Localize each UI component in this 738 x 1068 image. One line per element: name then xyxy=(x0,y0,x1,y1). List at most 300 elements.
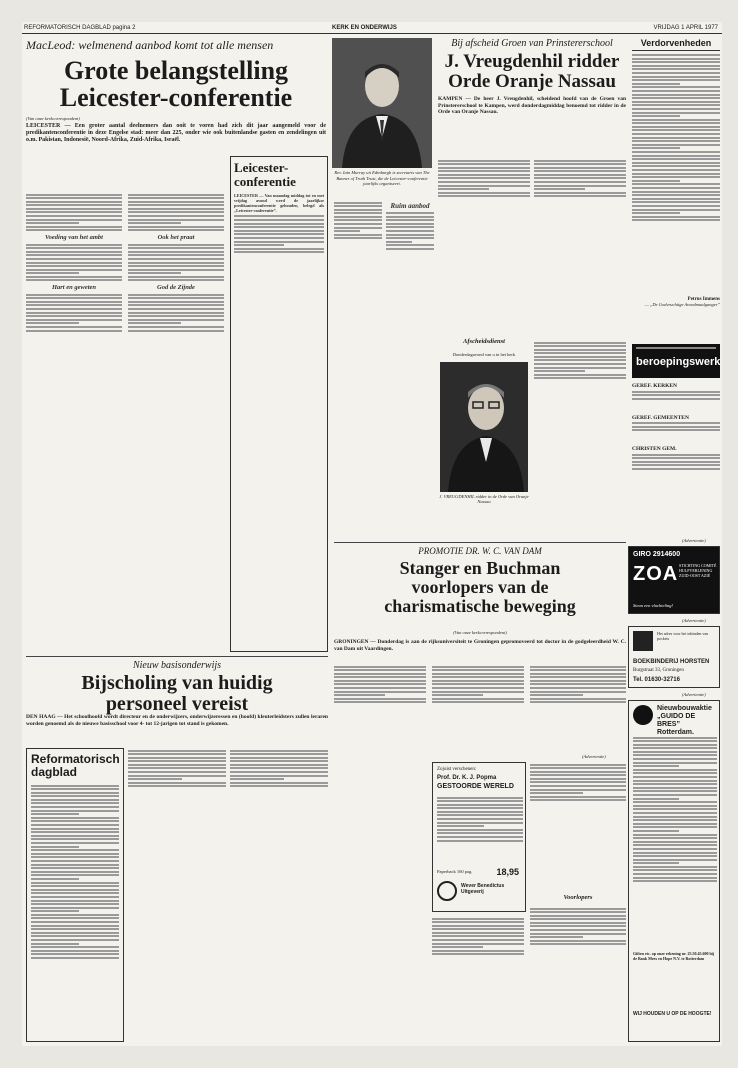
article3-lead: GRONINGEN — Donderdag is aan de rijksuniversiteit te Groningen gepromoveerd tot doctor in de godgeleerdheid W. C. van Dam uit Vaardingen. xyxy=(334,639,626,652)
body-text-lines xyxy=(26,294,122,332)
text-line xyxy=(334,669,426,671)
text-line xyxy=(234,248,324,250)
adtag-zoa: (Advertentie) xyxy=(682,538,706,543)
text-line xyxy=(334,694,385,696)
text-line xyxy=(128,785,226,787)
text-line xyxy=(31,792,119,794)
text-line xyxy=(633,747,717,749)
text-line xyxy=(230,767,328,769)
ad-gestoorde-wereld[interactable] xyxy=(432,762,526,912)
text-line xyxy=(432,694,483,696)
text-line xyxy=(386,223,434,225)
text-line xyxy=(128,229,224,231)
article-body-col4 xyxy=(386,200,434,538)
text-line xyxy=(633,758,717,760)
text-line xyxy=(234,244,284,246)
text-line xyxy=(632,165,720,167)
text-line xyxy=(632,398,720,400)
text-line xyxy=(334,683,426,685)
ad-guido-de-bres[interactable] xyxy=(628,700,720,1042)
boxed-article xyxy=(230,156,328,652)
text-line xyxy=(31,838,119,840)
text-line xyxy=(26,330,122,332)
text-line xyxy=(31,849,119,851)
text-line xyxy=(632,133,720,135)
body-text-lines xyxy=(128,194,224,232)
text-line xyxy=(234,241,324,243)
text-line xyxy=(31,864,119,866)
text-line xyxy=(26,201,122,203)
text-line xyxy=(386,244,434,246)
horsten-address: Burgstraat 33, Groningen xyxy=(633,668,684,673)
text-line xyxy=(438,160,530,162)
text-line xyxy=(386,226,434,228)
text-line xyxy=(31,925,119,927)
text-line xyxy=(31,817,119,819)
text-line xyxy=(632,112,720,114)
text-line xyxy=(632,169,720,171)
text-line xyxy=(632,176,720,178)
body-text-lines xyxy=(632,391,720,411)
text-line xyxy=(530,778,626,780)
text-line xyxy=(230,760,328,762)
text-line xyxy=(632,464,720,466)
text-line xyxy=(632,86,720,88)
text-line xyxy=(438,167,530,169)
text-line xyxy=(633,866,717,868)
zoa-giro: GIRO 2914600 xyxy=(633,551,681,558)
text-line xyxy=(632,58,720,60)
text-line xyxy=(432,691,524,693)
text-line xyxy=(632,205,720,207)
text-line xyxy=(633,837,717,839)
article-body-col2 xyxy=(128,192,224,652)
book-author: Prof. Dr. K. J. Popma xyxy=(437,775,497,781)
text-line xyxy=(530,774,626,776)
body-text-lines xyxy=(128,750,226,788)
text-line xyxy=(432,925,524,927)
text-line xyxy=(26,265,122,267)
body-text-lines xyxy=(432,918,524,956)
text-line xyxy=(334,234,382,236)
text-line xyxy=(632,144,720,146)
text-line xyxy=(234,251,324,253)
text-line xyxy=(632,173,720,175)
subhead-voeding: Voeding van het ambt xyxy=(45,234,103,242)
text-line xyxy=(128,760,226,762)
text-line xyxy=(128,279,224,281)
text-line xyxy=(334,227,382,229)
text-line xyxy=(632,198,720,200)
article2-col2 xyxy=(534,158,626,336)
text-line xyxy=(31,853,119,855)
text-line xyxy=(26,308,122,310)
text-line xyxy=(632,183,720,185)
text-line xyxy=(128,297,224,299)
text-line xyxy=(438,163,530,165)
text-line xyxy=(530,908,626,910)
text-line xyxy=(26,226,122,228)
text-line xyxy=(31,950,119,952)
bres-footer: WIJ HOUDEN U OP DE HOOGTE! xyxy=(633,1011,712,1017)
text-line xyxy=(31,831,119,833)
horsten-phone: Tel. 01630-32716 xyxy=(633,677,680,683)
text-line xyxy=(334,230,360,232)
text-line xyxy=(530,792,583,794)
text-line xyxy=(128,767,226,769)
text-line xyxy=(128,771,226,773)
article-byline: (Van onze kerkcorrespondent) xyxy=(26,116,80,121)
text-line xyxy=(633,744,717,746)
text-line xyxy=(432,698,524,700)
text-line xyxy=(128,782,226,784)
text-line xyxy=(534,370,585,372)
sidebar-source: — „De Godvruchtige Avondmaalganger” xyxy=(644,302,720,307)
text-line xyxy=(128,215,224,217)
text-line xyxy=(386,212,434,214)
article-headline: Grote belangstelling Leicester-conferentie xyxy=(59,56,293,112)
text-line xyxy=(230,782,328,784)
article3-byline: (Van onze kerkcorrespondent) xyxy=(453,630,507,635)
text-line xyxy=(26,326,122,328)
text-line xyxy=(438,174,530,176)
text-line xyxy=(31,889,119,891)
text-line xyxy=(534,342,626,344)
photo2-caption-top: Donderdagavond van u in het kerk xyxy=(452,352,516,357)
text-line xyxy=(437,836,523,838)
text-line xyxy=(633,798,679,800)
beroeps-cg: CHRISTEN GEM. xyxy=(632,446,677,452)
text-line xyxy=(632,219,720,221)
text-line xyxy=(438,181,530,183)
zoa-bottom: Steun een vluchteling! xyxy=(633,603,673,608)
text-line xyxy=(31,957,119,959)
text-line xyxy=(334,676,426,678)
text-line xyxy=(632,129,720,131)
text-line xyxy=(432,680,524,682)
text-line xyxy=(334,666,426,668)
text-line xyxy=(530,764,626,766)
text-line xyxy=(632,429,720,431)
text-line xyxy=(31,892,119,894)
text-line xyxy=(632,126,720,128)
text-line xyxy=(128,322,181,324)
article3-col3c xyxy=(530,906,626,1042)
text-line xyxy=(31,802,119,804)
text-line xyxy=(534,188,585,190)
text-line xyxy=(633,783,717,785)
text-line xyxy=(633,754,717,756)
text-line xyxy=(128,194,224,196)
text-line xyxy=(31,935,119,937)
text-line xyxy=(530,767,626,769)
text-line xyxy=(128,315,224,317)
text-line xyxy=(26,244,122,246)
text-line xyxy=(31,824,119,826)
text-line xyxy=(432,666,524,668)
text-line xyxy=(432,950,524,952)
text-line xyxy=(534,374,626,376)
sidebar-author: Petrus Immens xyxy=(687,297,720,302)
text-line xyxy=(128,211,224,213)
text-line xyxy=(334,219,382,221)
text-line xyxy=(386,237,434,239)
text-line xyxy=(128,258,224,260)
colophon xyxy=(26,748,124,1042)
beroepingswerk-header xyxy=(632,344,720,378)
photo2-caption: J. VREUGDENHIL ridder in de Orde van Oranje Nassau xyxy=(439,494,529,504)
masthead xyxy=(22,22,722,34)
zoa-stichting: STICHTING COMITÉ HULPVERLENING ZUID-OOST AZIË xyxy=(679,563,717,578)
text-line xyxy=(234,237,324,239)
text-line xyxy=(530,771,626,773)
text-line xyxy=(633,816,717,818)
body-text-lines xyxy=(633,735,717,945)
text-line xyxy=(334,209,382,211)
text-line xyxy=(530,933,626,935)
text-line xyxy=(128,308,224,310)
text-line xyxy=(633,859,717,861)
text-line xyxy=(530,929,626,931)
text-line xyxy=(633,772,717,774)
text-line xyxy=(234,219,324,221)
text-line xyxy=(234,230,324,232)
text-line xyxy=(386,230,434,232)
text-line xyxy=(334,687,426,689)
text-line xyxy=(530,925,626,927)
text-line xyxy=(633,737,717,739)
text-line xyxy=(234,223,324,225)
text-line xyxy=(31,867,119,869)
adtag-horsten: (Advertentie) xyxy=(682,618,706,623)
body-text-lines xyxy=(632,54,720,294)
text-line xyxy=(26,304,122,306)
article3-headline: Stanger en Buchman voorlopers van de charismatische beweging xyxy=(384,558,576,616)
article-body-col1 xyxy=(26,192,122,652)
text-line xyxy=(26,194,122,196)
text-line xyxy=(633,880,717,882)
text-line xyxy=(437,814,523,816)
text-line xyxy=(534,192,626,194)
horsten-text: Het adres voor het inbinden van pockets xyxy=(657,631,709,641)
text-line xyxy=(31,846,79,848)
body-text-lines xyxy=(386,212,434,250)
text-line xyxy=(128,226,224,228)
text-line xyxy=(632,94,720,96)
text-line xyxy=(31,788,119,790)
newspaper-page xyxy=(22,22,722,1046)
boxed-title: Leicester- conferentie xyxy=(234,161,296,189)
text-line xyxy=(632,155,720,157)
text-line xyxy=(437,829,523,831)
text-line xyxy=(31,871,119,873)
text-line xyxy=(128,764,226,766)
text-line xyxy=(31,907,119,909)
text-line xyxy=(632,422,720,424)
text-line xyxy=(230,775,328,777)
text-line xyxy=(128,778,182,780)
article-leicester-header xyxy=(26,38,326,158)
adtag-book: (Advertentie) xyxy=(582,754,606,759)
text-line xyxy=(26,208,122,210)
text-line xyxy=(530,669,626,671)
colophon-title: Reformatorisch dagblad xyxy=(31,752,120,779)
text-line xyxy=(633,790,717,792)
text-line xyxy=(31,921,119,923)
text-line xyxy=(26,204,122,206)
text-line xyxy=(234,226,324,228)
text-line xyxy=(26,294,122,296)
text-line xyxy=(26,319,122,321)
text-line xyxy=(633,841,717,843)
text-line xyxy=(632,162,720,164)
portrait-image xyxy=(332,38,432,168)
text-line xyxy=(31,903,119,905)
text-line xyxy=(26,269,122,271)
text-line xyxy=(632,147,680,149)
text-line xyxy=(534,185,626,187)
text-line xyxy=(128,247,224,249)
text-line xyxy=(128,204,224,206)
text-line xyxy=(386,234,434,236)
text-line xyxy=(31,856,119,858)
text-line xyxy=(632,194,720,196)
text-line xyxy=(437,797,523,799)
text-line xyxy=(128,304,224,306)
text-line xyxy=(633,826,717,828)
text-line xyxy=(31,799,119,801)
text-line xyxy=(26,247,122,249)
text-line xyxy=(438,177,530,179)
text-line xyxy=(633,834,717,836)
text-line xyxy=(31,878,79,880)
ad-zoa[interactable] xyxy=(628,546,720,614)
text-line xyxy=(530,911,626,913)
article2-col1 xyxy=(438,158,530,336)
text-line xyxy=(432,918,524,920)
text-line xyxy=(432,673,524,675)
text-line xyxy=(31,874,119,876)
text-line xyxy=(334,216,382,218)
text-line xyxy=(632,457,720,459)
text-line xyxy=(530,694,583,696)
text-line xyxy=(530,781,626,783)
text-line xyxy=(530,789,626,791)
beroepingswerk-title: beroepingswerk xyxy=(636,356,720,368)
text-line xyxy=(633,751,717,753)
body-text-lines xyxy=(230,750,328,788)
text-line xyxy=(633,819,717,821)
text-line xyxy=(26,219,122,221)
text-line xyxy=(437,804,523,806)
text-line xyxy=(128,294,224,296)
subhead-hart: Hart en geweten xyxy=(51,284,97,292)
text-line xyxy=(534,195,626,197)
boxed-lead: LEICESTER — Van maandag middag tot en met vrijdag avond werd de jaarlijkse predikantenconferentie gehouden, belegd als „Leicester-conferentie”. xyxy=(234,193,324,214)
text-line xyxy=(632,216,720,218)
text-line xyxy=(437,807,523,809)
text-line xyxy=(128,757,226,759)
subhead-voorlopers: Voorlopers xyxy=(563,894,593,901)
text-line xyxy=(632,61,720,63)
text-line xyxy=(632,83,680,85)
text-line xyxy=(26,322,79,324)
article4-lead: DEN HAAG — Het schoolhoofd wordt directeur en de onderwijzers, onderwijzeressen en (hoofd) kleuterleidsters zullen leraren worden genoemd als de nieuwe basisschool voor 4- tot 12-jarigen tot stand is gekomen. xyxy=(26,714,328,727)
text-line xyxy=(633,873,717,875)
text-line xyxy=(26,197,122,199)
body-text-lines xyxy=(31,783,119,1037)
text-line xyxy=(633,848,717,850)
photo-caption-murray: Rev. Iain Murray uit Edinburgh is secretaris van The Banner of Truth Trust, die de Leicester-conferentie jaarlijks organiseert. xyxy=(334,170,430,186)
text-line xyxy=(128,244,224,246)
article3-col3b xyxy=(530,762,626,892)
text-line xyxy=(31,806,119,808)
text-line xyxy=(633,877,717,879)
text-line xyxy=(432,921,524,923)
text-line xyxy=(633,776,717,778)
text-line xyxy=(128,222,181,224)
text-line xyxy=(230,764,328,766)
text-line xyxy=(432,939,524,941)
text-line xyxy=(31,860,119,862)
text-line xyxy=(632,115,680,117)
text-line xyxy=(386,248,434,250)
portrait-photo-vreugdenhil xyxy=(440,362,528,492)
text-line xyxy=(334,237,382,239)
text-line xyxy=(128,330,224,332)
masthead-left: REFORMATORISCH DAGBLAD pagina 2 xyxy=(24,25,136,31)
text-line xyxy=(334,691,426,693)
zoa-logo: ZOA xyxy=(633,563,679,585)
body-text-lines xyxy=(438,160,530,198)
article3-col2 xyxy=(432,664,524,754)
text-line xyxy=(437,822,523,824)
body-text-lines xyxy=(632,454,720,484)
text-line xyxy=(432,928,524,930)
text-line xyxy=(632,90,720,92)
text-line xyxy=(632,426,720,428)
text-line xyxy=(632,76,720,78)
text-line xyxy=(31,900,119,902)
ad-boekbinderij-horsten[interactable] xyxy=(628,626,720,688)
text-line xyxy=(633,805,717,807)
text-line xyxy=(128,254,224,256)
text-line xyxy=(432,683,524,685)
text-line xyxy=(26,276,122,278)
text-line xyxy=(534,345,626,347)
beroepingswerk-block xyxy=(632,344,720,534)
text-line xyxy=(632,158,720,160)
body-text-lines xyxy=(530,666,626,704)
sidebar-title: Verdorvenheden xyxy=(632,38,720,51)
sidebar-verdorvenheden xyxy=(632,38,720,338)
book-title: GESTOORDE WERELD xyxy=(437,783,514,790)
body-text-lines xyxy=(534,160,626,198)
bres-gifts: Giften etc. op onze rekening nr. 25.50.45.600 bij de Bank Mees en Hope N.V. te Rotterdam xyxy=(633,951,715,961)
text-line xyxy=(334,701,426,703)
text-line xyxy=(432,687,524,689)
text-line xyxy=(534,181,626,183)
article2-lead: KAMPEN — De heer J. Vreugdenhil, scheidend hoofd van de Groen van Prinstererschool te Kampen, werd donderdagmiddag benoemd tot ridder in de Orde van Oranje Nassau. xyxy=(438,96,626,115)
text-line xyxy=(432,932,524,934)
text-line xyxy=(334,673,426,675)
text-line xyxy=(632,151,720,153)
text-line xyxy=(633,765,679,767)
text-line xyxy=(26,301,122,303)
text-line xyxy=(31,946,119,948)
text-line xyxy=(31,943,79,945)
text-line xyxy=(334,698,426,700)
